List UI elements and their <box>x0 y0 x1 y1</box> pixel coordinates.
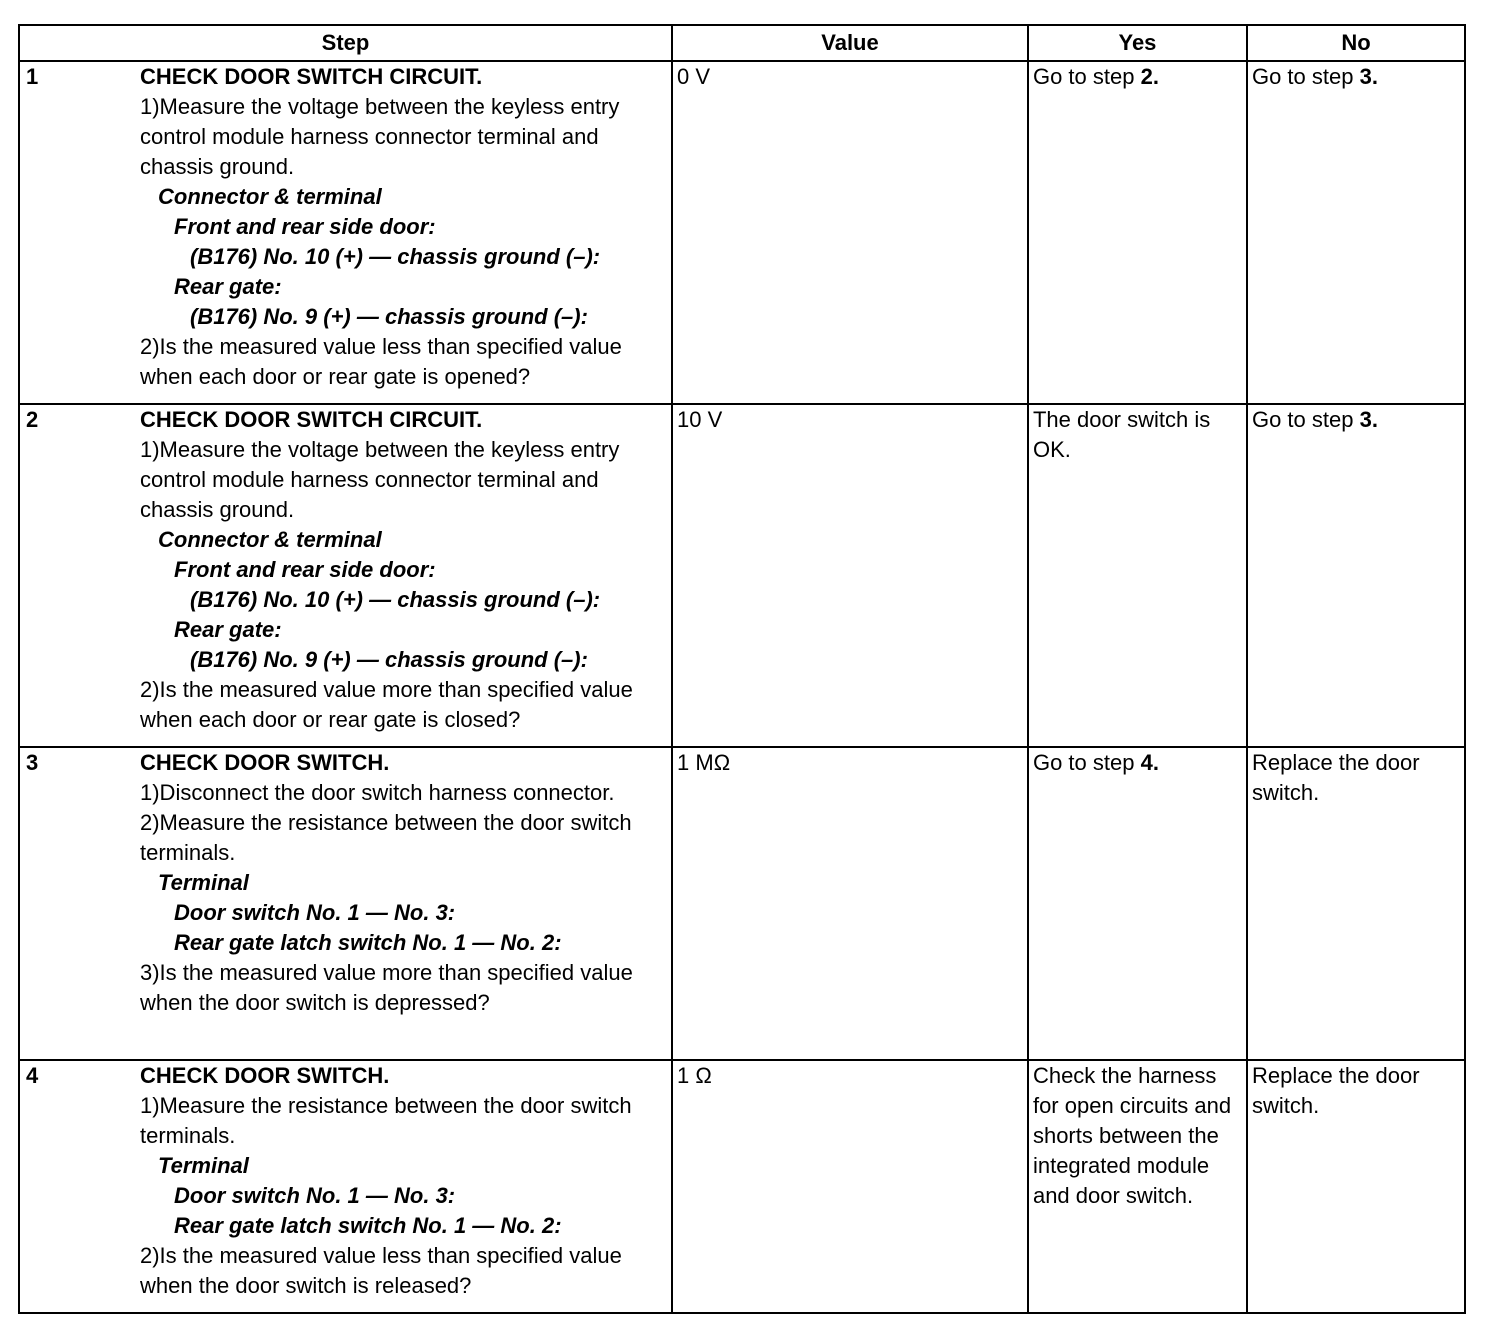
step-title: CHECK DOOR SWITCH. <box>140 750 390 775</box>
terminal-label: Terminal <box>158 1153 249 1178</box>
header-step: Step <box>19 25 672 61</box>
front-door-spec: (B176) No. 10 (+) — chassis ground (–): <box>190 244 601 269</box>
yes-text: Check the harness for open circuits and shorts between the integrated module and door switch. <box>1032 1063 1232 1208</box>
step-body <box>140 748 667 1018</box>
header-value: Value <box>672 25 1028 61</box>
no-cell <box>1247 404 1465 747</box>
value-cell: 10 V <box>672 404 1028 747</box>
step-number: 2 <box>26 407 39 432</box>
no-text: Go to step <box>1251 64 1360 89</box>
instruction-1: 1)Measure the resistance between the door switch terminals. <box>140 1093 632 1148</box>
terminal-label: Terminal <box>158 870 249 895</box>
gate-latch-spec: Rear gate latch switch No. 1 — No. 2: <box>174 930 562 955</box>
table-row <box>19 1060 1465 1313</box>
yes-cell <box>1028 747 1247 1060</box>
step-cell <box>19 747 672 1060</box>
yes-text: The door switch is OK. <box>1032 407 1211 462</box>
header-row <box>19 25 1465 61</box>
instruction-2: 2)Measure the resistance between the door switch terminals. <box>140 810 632 865</box>
step-body <box>140 62 667 392</box>
yes-cell <box>1028 404 1247 747</box>
table-row <box>19 747 1465 1060</box>
gate-latch-spec: Rear gate latch switch No. 1 — No. 2: <box>174 1213 562 1238</box>
no-cell <box>1247 61 1465 404</box>
front-door-spec: (B176) No. 10 (+) — chassis ground (–): <box>190 587 601 612</box>
door-switch-spec: Door switch No. 1 — No. 3: <box>174 900 456 925</box>
no-text: Go to step <box>1251 407 1360 432</box>
step-number: 3 <box>26 750 39 775</box>
table-row <box>19 404 1465 747</box>
instruction-2: 2)Is the measured value less than specified value when each door or rear gate is opened? <box>140 334 622 389</box>
instruction-1: 1)Measure the voltage between the keyless entry control module harness connector terminal and chassis ground. <box>140 94 620 179</box>
step-title: CHECK DOOR SWITCH. <box>140 1063 390 1088</box>
instruction-1: 1)Disconnect the door switch harness connector. <box>140 780 615 805</box>
rear-gate-spec: (B176) No. 9 (+) — chassis ground (–): <box>190 304 588 329</box>
rear-gate-label: Rear gate: <box>174 617 282 642</box>
yes-step-ref: 2. <box>1140 64 1159 89</box>
instruction-3: 3)Is the measured value more than specified value when the door switch is depressed? <box>140 960 633 1015</box>
no-step-ref: 3. <box>1359 407 1378 432</box>
instruction-1: 1)Measure the voltage between the keyless entry control module harness connector terminal and chassis ground. <box>140 437 620 522</box>
step-cell <box>19 1060 672 1313</box>
door-switch-spec: Door switch No. 1 — No. 3: <box>174 1183 456 1208</box>
no-text: Replace the door switch. <box>1251 1063 1420 1118</box>
yes-text: Go to step <box>1032 750 1141 775</box>
value-cell: 1 Ω <box>672 1060 1028 1313</box>
instruction-2: 2)Is the measured value more than specified value when each door or rear gate is closed? <box>140 677 633 732</box>
yes-text: Go to step <box>1032 64 1141 89</box>
step-body <box>140 1061 667 1301</box>
no-text: Replace the door switch. <box>1251 750 1420 805</box>
step-number: 1 <box>26 64 39 89</box>
step-cell <box>19 404 672 747</box>
step-body <box>140 405 667 735</box>
diagnostic-table <box>18 24 1466 1314</box>
instruction-2: 2)Is the measured value less than specified value when the door switch is released? <box>140 1243 622 1298</box>
step-title: CHECK DOOR SWITCH CIRCUIT. <box>140 64 483 89</box>
no-step-ref: 3. <box>1359 64 1378 89</box>
no-cell <box>1247 747 1465 1060</box>
rear-gate-spec: (B176) No. 9 (+) — chassis ground (–): <box>190 647 588 672</box>
connector-terminal-label: Connector & terminal <box>158 527 382 552</box>
header-no: No <box>1247 25 1465 61</box>
table-row <box>19 61 1465 404</box>
header-yes: Yes <box>1028 25 1247 61</box>
connector-terminal-label: Connector & terminal <box>158 184 382 209</box>
step-title: CHECK DOOR SWITCH CIRCUIT. <box>140 407 483 432</box>
yes-step-ref: 4. <box>1140 750 1159 775</box>
no-cell <box>1247 1060 1465 1313</box>
yes-cell <box>1028 1060 1247 1313</box>
front-door-label: Front and rear side door: <box>174 557 436 582</box>
step-number: 4 <box>26 1063 39 1088</box>
step-cell <box>19 61 672 404</box>
value-cell: 1 MΩ <box>672 747 1028 1060</box>
value-cell: 0 V <box>672 61 1028 404</box>
rear-gate-label: Rear gate: <box>174 274 282 299</box>
yes-cell <box>1028 61 1247 404</box>
front-door-label: Front and rear side door: <box>174 214 436 239</box>
